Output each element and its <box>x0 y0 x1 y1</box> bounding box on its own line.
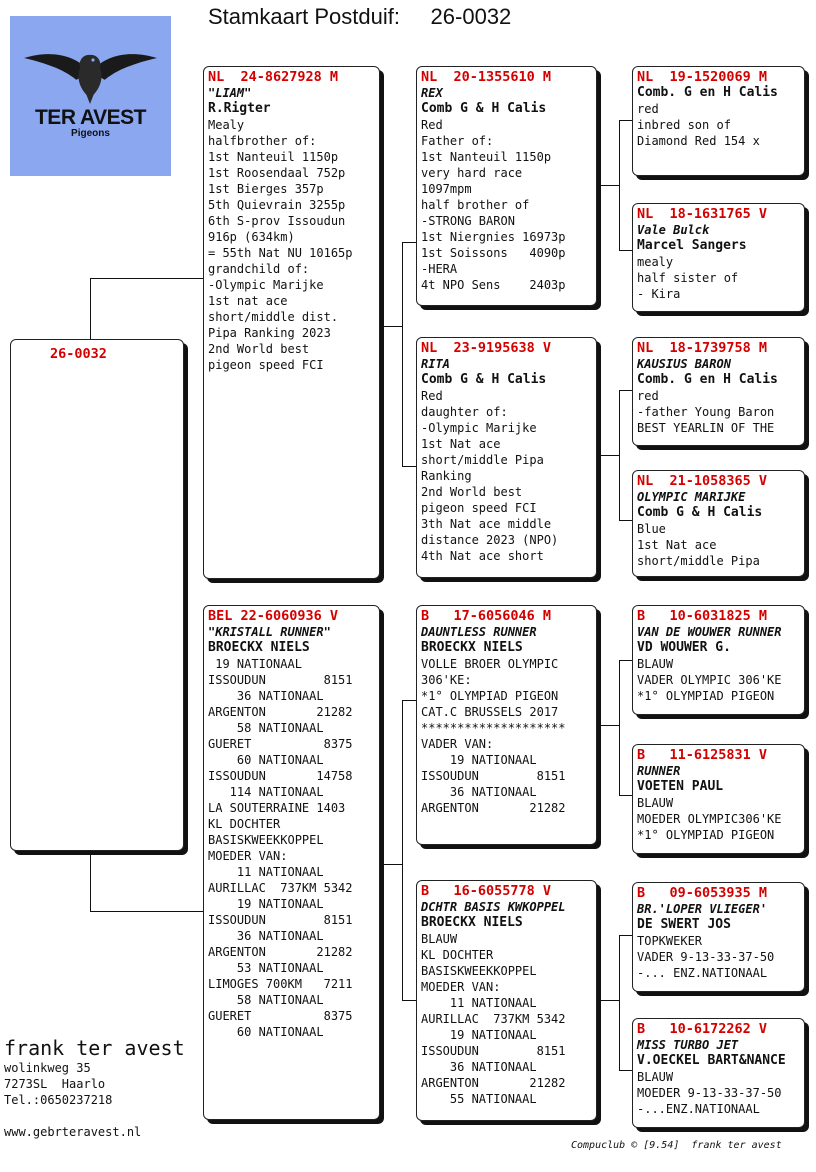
info-line: 4t NPO Sens 2403p <box>421 278 566 292</box>
connector-line <box>619 660 620 795</box>
info-line: half brother of <box>421 198 530 212</box>
info-line: MOEDER VAN: <box>208 849 288 863</box>
info-line: pigeon speed FCI <box>421 501 537 515</box>
info-line: = 55th Nat NU 10165p <box>208 246 353 260</box>
info-line: 1st nat ace <box>208 294 288 308</box>
info-line: TOPKWEKER <box>637 934 703 948</box>
info-line: AURILLAC 737KM 5342 <box>208 881 353 895</box>
breeder-name: V.OECKEL BART&NANCE <box>637 1053 786 1068</box>
info-line: BLAUW <box>421 932 458 946</box>
info-line: ARGENTON 21282 <box>208 705 353 719</box>
info-line: 1097mpm <box>421 182 472 196</box>
info-line: pigeon speed FCI <box>208 358 324 372</box>
info-line: halfbrother of: <box>208 134 317 148</box>
info-line: VADER VAN: <box>421 737 494 751</box>
pedigree-card-sire <box>203 66 380 579</box>
breeder-name: VD WOUWER G. <box>637 640 731 655</box>
info-line: ARGENTON 21282 <box>421 801 566 815</box>
connector-line <box>619 935 620 1070</box>
info-line: -... ENZ.NATIONAAL <box>637 966 768 980</box>
info-line: Blue <box>637 522 666 536</box>
pedigree-card-dam-sire <box>416 605 597 845</box>
info-line: ISSOUDUN 8151 <box>421 769 566 783</box>
info-line: 11 NATIONAAL <box>208 865 324 879</box>
info-line: 2nd World best <box>421 485 523 499</box>
connector-line <box>597 1000 619 1001</box>
pigeon-name: BR.'LOPER VLIEGER' <box>637 902 768 916</box>
info-line: 19 NATIONAAL <box>208 657 302 671</box>
breeder-name: VOETEN PAUL <box>637 779 724 794</box>
logo-brand: TER AVEST <box>34 106 146 129</box>
info-line: AURILLAC 737KM 5342 <box>421 1012 566 1026</box>
pigeon-name: DAUNTLESS RUNNER <box>421 625 537 639</box>
info-line: ARGENTON 21282 <box>208 945 353 959</box>
info-line: 36 NATIONAAL <box>208 929 324 943</box>
info-line: 1st Roosendaal 752p <box>208 166 346 180</box>
connector-line <box>402 700 417 701</box>
info-line: BLAUW <box>637 657 674 671</box>
pedigree-card-ddd <box>632 1018 805 1128</box>
ring-number: B 16-6055778 V <box>421 883 552 899</box>
info-line: daughter of: <box>421 405 508 419</box>
info-line: 11 NATIONAAL <box>421 996 537 1010</box>
header-ring: 26-0032 <box>430 4 512 29</box>
info-line: -HERA <box>421 262 458 276</box>
info-line: 58 NATIONAAL <box>208 993 324 1007</box>
info-line: VOLLE BROER OLYMPIC <box>421 657 559 671</box>
breeder-name: BROECKX NIELS <box>421 915 523 930</box>
breeder-name: Comb. G en H Calis <box>637 85 778 100</box>
connector-line <box>90 278 204 279</box>
info-line: 19 NATIONAAL <box>421 1028 537 1042</box>
info-line: 114 NATIONAAL <box>208 785 324 799</box>
info-line: 60 NATIONAAL <box>208 753 324 767</box>
ring-number: NL 24-8627928 M <box>208 69 339 85</box>
info-line: Pipa Ranking 2023 <box>208 326 331 340</box>
pedigree-card-ssd <box>632 203 805 312</box>
info-line: VADER 9-13-33-37-50 <box>637 950 775 964</box>
breeder-name: R.Rigter <box>208 101 271 116</box>
info-line: 1st Nat ace <box>421 437 501 451</box>
info-line: 1st Bierges 357p <box>208 182 324 196</box>
owner-name: frank ter avest <box>4 1036 185 1060</box>
logo-sub: Pigeons <box>71 128 110 139</box>
info-line: *1° OLYMPIAD PIGEON <box>421 689 559 703</box>
info-line: Father of: <box>421 134 494 148</box>
ring-number: B 09-6053935 M <box>637 885 768 901</box>
connector-line <box>380 864 402 865</box>
ring-number: NL 21-1058365 V <box>637 473 768 489</box>
breeder-name: Comb. G en H Calis <box>637 372 778 387</box>
info-line: 19 NATIONAAL <box>208 897 324 911</box>
pedigree-card-sss <box>632 66 805 176</box>
connector-line <box>90 911 204 912</box>
ring-number: NL 20-1355610 M <box>421 69 552 85</box>
website-link[interactable]: www.gebrteravest.nl <box>4 1125 142 1139</box>
pigeon-name: "LIAM" <box>208 86 252 100</box>
info-line: 60 NATIONAAL <box>208 1025 324 1039</box>
pigeon-name: "KRISTALL RUNNER" <box>208 625 331 639</box>
info-line: mealy <box>637 255 674 269</box>
pedigree-card-dsd <box>632 744 805 854</box>
ring-number: B 11-6125831 V <box>637 747 768 763</box>
breeder-name: Comb G & H Calis <box>637 505 763 520</box>
pigeon-name: RITA <box>421 357 450 371</box>
connector-line <box>619 660 633 661</box>
pigeon-name: DCHTR BASIS KWKOPPEL <box>421 900 566 914</box>
pigeon-name: Vale Bulck <box>637 223 710 237</box>
connector-line <box>619 520 633 521</box>
connector-line <box>619 250 633 251</box>
connector-line <box>90 855 91 912</box>
info-line: 1st Nanteuil 1150p <box>208 150 339 164</box>
info-line: grandchild of: <box>208 262 310 276</box>
info-line: BLAUW <box>637 796 674 810</box>
breeder-name: BROECKX NIELS <box>208 640 310 655</box>
info-line: BLAUW <box>637 1070 674 1084</box>
breeder-name: Marcel Sangers <box>637 238 747 253</box>
info-line: KL DOCHTER <box>421 948 494 962</box>
info-line: 6th S-prov Issoudun <box>208 214 346 228</box>
info-line: -...ENZ.NATIONAAL <box>637 1102 760 1116</box>
info-line: 36 NATIONAAL <box>421 1060 537 1074</box>
info-line: 55 NATIONAAL <box>421 1092 537 1106</box>
owner-phone: Tel.:0650237218 <box>4 1093 113 1107</box>
connector-line <box>619 120 633 121</box>
info-line: 916p (634km) <box>208 230 295 244</box>
info-line: 53 NATIONAAL <box>208 961 324 975</box>
owner-address: wolinkweg 35 <box>4 1061 91 1075</box>
connector-line <box>619 935 633 936</box>
info-line: VADER OLYMPIC 306'KE <box>637 673 782 687</box>
page-title: Stamkaart Postduif: 26-0032 <box>208 4 512 29</box>
logo <box>10 16 171 176</box>
info-line: short/middle Pipa <box>637 554 760 568</box>
info-line: inbred son of <box>637 118 731 132</box>
info-line: MOEDER OLYMPIC306'KE <box>637 812 782 826</box>
info-line: distance 2023 (NPO) <box>421 533 559 547</box>
info-line: ******************** <box>421 721 566 735</box>
info-line: 36 NATIONAAL <box>208 689 324 703</box>
info-line: half sister of <box>637 271 739 285</box>
info-line: ISSOUDUN 8151 <box>421 1044 566 1058</box>
info-line: *1° OLYMPIAD PIGEON <box>637 689 775 703</box>
info-line: GUERET 8375 <box>208 1009 353 1023</box>
connector-line <box>402 242 403 467</box>
info-line: ARGENTON 21282 <box>421 1076 566 1090</box>
connector-line <box>619 390 633 391</box>
ring-number: B 10-6172262 V <box>637 1021 768 1037</box>
info-line: GUERET 8375 <box>208 737 353 751</box>
info-line: BASISKWEEKKOPPEL <box>208 833 324 847</box>
ring-number: B 10-6031825 M <box>637 608 768 624</box>
info-line: Mealy <box>208 118 245 132</box>
info-line: 36 NATIONAAL <box>421 785 537 799</box>
info-line: -father Young Baron <box>637 405 775 419</box>
owner-city: 7273SL Haarlo <box>4 1077 106 1091</box>
info-line: KL DOCHTER <box>208 817 281 831</box>
breeder-name: Comb G & H Calis <box>421 101 547 116</box>
pedigree-card-dam-dam <box>416 880 597 1121</box>
info-line: LA SOUTERRAINE 1403 <box>208 801 346 815</box>
pigeon-name: REX <box>421 86 443 100</box>
pigeon-name: VAN DE WOUWER RUNNER <box>637 625 782 639</box>
pedigree-card-dds <box>632 882 805 992</box>
connector-line <box>402 1000 417 1001</box>
info-line: -STRONG BARON <box>421 214 515 228</box>
connector-line <box>402 242 417 243</box>
info-line: Red <box>421 118 443 132</box>
connector-line <box>597 455 619 456</box>
info-line: CAT.C BRUSSELS 2017 <box>421 705 559 719</box>
info-line: 306'KE: <box>421 673 472 687</box>
ring-number: NL 18-1739758 M <box>637 340 768 356</box>
info-line: -Olympic Marijke <box>421 421 537 435</box>
connector-line <box>619 1070 633 1071</box>
info-line: *1° OLYMPIAD PIGEON <box>637 828 775 842</box>
info-line: BASISKWEEKKOPPEL <box>421 964 537 978</box>
breeder-name: BROECKX NIELS <box>421 640 523 655</box>
info-line: - Kira <box>637 287 681 301</box>
pedigree-card-dam <box>203 605 380 1120</box>
ring-number: BEL 22-6060936 V <box>208 608 339 624</box>
connector-line <box>90 278 91 340</box>
ring-number: NL 19-1520069 M <box>637 69 768 85</box>
breeder-name: DE SWERT JOS <box>637 917 731 932</box>
connector-line <box>402 700 403 1000</box>
info-line: ISSOUDUN 14758 <box>208 769 353 783</box>
info-line: very hard race <box>421 166 523 180</box>
info-line: LIMOGES 700KM 7211 <box>208 977 353 991</box>
info-line: 58 NATIONAAL <box>208 721 324 735</box>
info-line: 1st Nat ace <box>637 538 717 552</box>
info-line: 1st Soissons 4090p <box>421 246 566 260</box>
connector-line <box>597 725 619 726</box>
info-line: short/middle dist. <box>208 310 339 324</box>
info-line: 5th Quievrain 3255p <box>208 198 346 212</box>
pedigree-card-sire-dam <box>416 337 597 578</box>
ring-number: NL 18-1631765 V <box>637 206 768 222</box>
connector-line <box>597 185 619 186</box>
info-line: Ranking <box>421 469 472 483</box>
connector-line <box>619 795 633 796</box>
connector-line <box>380 326 402 327</box>
pigeon-name: OLYMPIC MARIJKE <box>637 490 746 504</box>
pigeon-logo-icon <box>20 42 161 106</box>
pedigree-card-sds <box>632 337 805 446</box>
info-line: 4th Nat ace short <box>421 549 544 563</box>
subject-ring: 26-0032 <box>50 346 107 362</box>
info-line: ISSOUDUN 8151 <box>208 913 353 927</box>
info-line: MOEDER 9-13-33-37-50 <box>637 1086 782 1100</box>
info-line: MOEDER VAN: <box>421 980 501 994</box>
breeder-name: Comb G & H Calis <box>421 372 547 387</box>
pedigree-card-sire-sire <box>416 66 597 306</box>
info-line: 19 NATIONAAL <box>421 753 537 767</box>
info-line: red <box>637 102 659 116</box>
connector-line <box>619 390 620 520</box>
ring-number: B 17-6056046 M <box>421 608 552 624</box>
info-line: Red <box>421 389 443 403</box>
info-line: ISSOUDUN 8151 <box>208 673 353 687</box>
info-line: 2nd World best <box>208 342 310 356</box>
pigeon-name: KAUSIUS BARON <box>637 357 731 371</box>
info-line: BEST YEARLIN OF THE <box>637 421 775 435</box>
info-line: red <box>637 389 659 403</box>
info-line: short/middle Pipa <box>421 453 544 467</box>
info-line: 1st Nanteuil 1150p <box>421 150 552 164</box>
info-line: -Olympic Marijke <box>208 278 324 292</box>
info-line: 1st Niergnies 16973p <box>421 230 566 244</box>
info-line: 3th Nat ace middle <box>421 517 552 531</box>
subject-pigeon-card <box>10 339 184 851</box>
connector-line <box>619 120 620 250</box>
connector-line <box>402 466 417 467</box>
pigeon-name: MISS TURBO JET <box>637 1038 739 1052</box>
info-line: Diamond Red 154 x <box>637 134 760 148</box>
pedigree-card-dss <box>632 605 805 715</box>
pedigree-card-sdd <box>632 470 805 577</box>
ring-number: NL 23-9195638 V <box>421 340 552 356</box>
software-credit: Compuclub © [9.54] frank ter avest <box>571 1140 782 1151</box>
pigeon-name: RUNNER <box>637 764 681 778</box>
